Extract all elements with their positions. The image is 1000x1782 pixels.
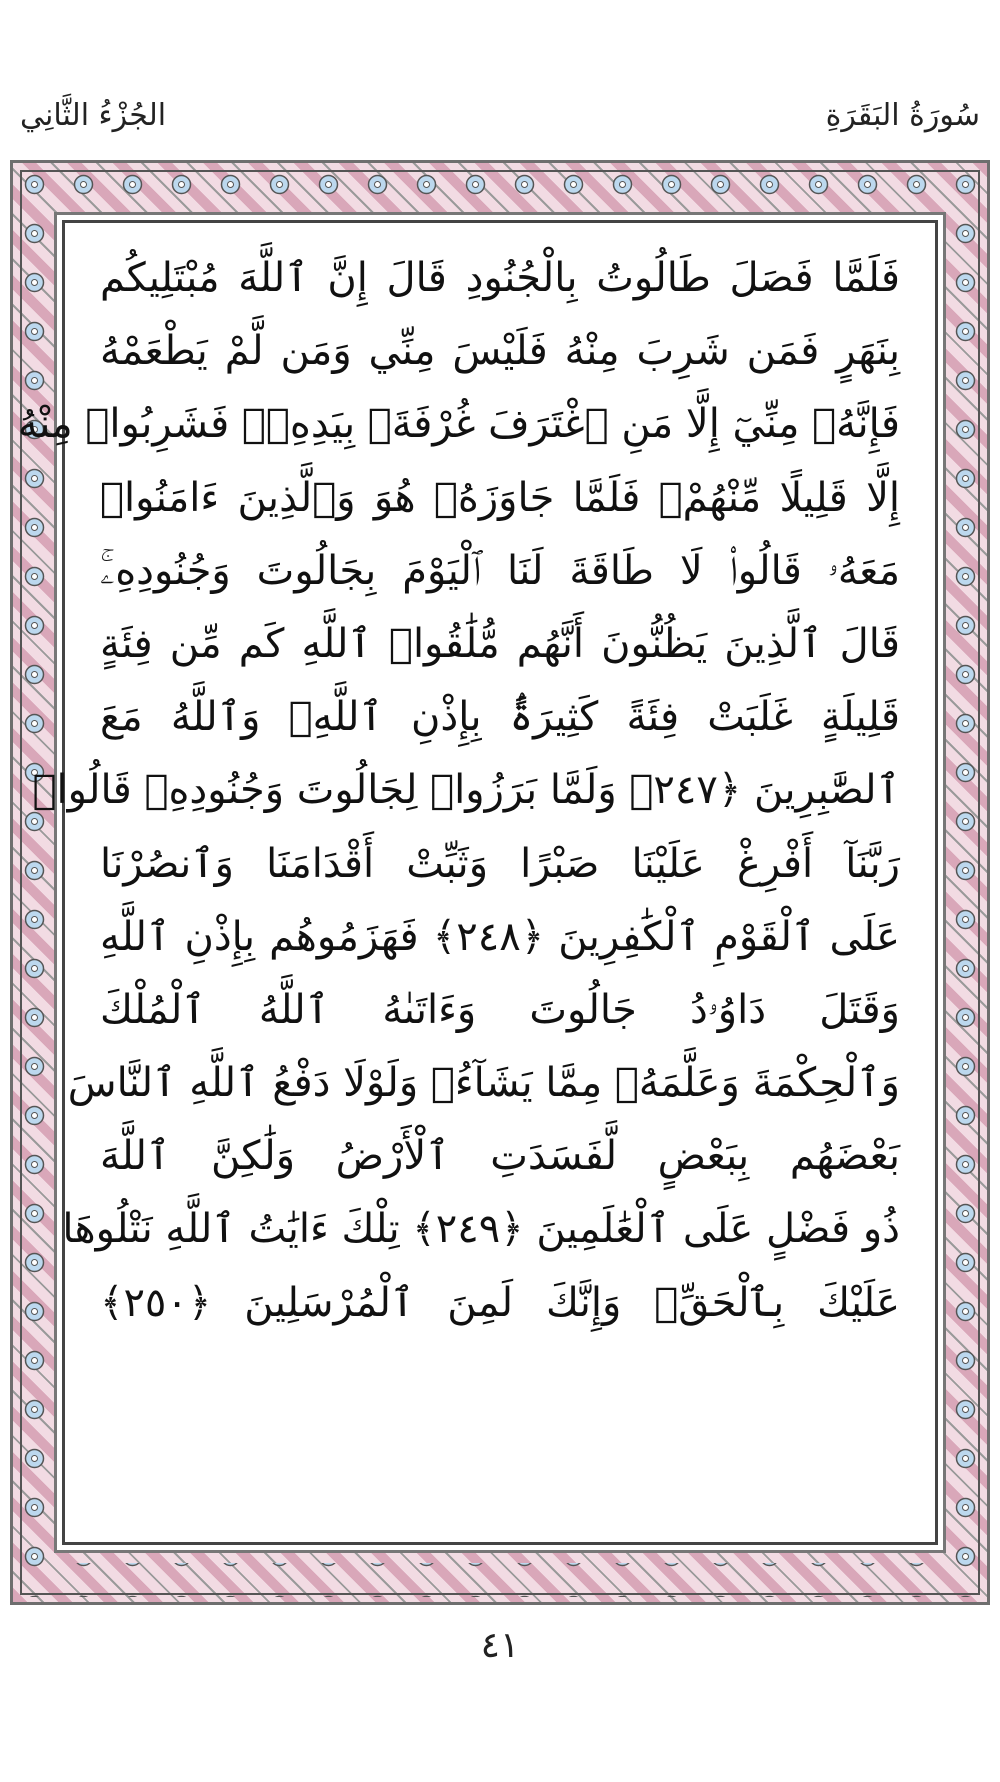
text-line-10: عَلَى ٱلْقَوْمِ ٱلْكَٰفِرِينَ ﴿٢٤٨﴾ فَهَزَمُوهُم بِإِذْنِ ٱللَّهِ: [100, 913, 900, 960]
page-header: [20, 90, 980, 140]
text-line-14: ذُو فَضْلٍ عَلَى ٱلْعَٰلَمِينَ ﴿٢٤٩﴾ تِلْكَ ءَايَٰتُ ٱللَّهِ نَتْلُوهَا: [62, 1206, 900, 1253]
text-line-12: وَٱلْحِكْمَةَ وَعَلَّمَهُۥ مِمَّا يَشَآءُۗ وَلَوْلَا دَفْعُ ٱللَّهِ ٱلنَّاسَ: [67, 1060, 900, 1107]
juz-name: الجُزْءُ الثَّانِي: [20, 97, 167, 133]
text-line-3: فَإِنَّهُۥ مِنِّيٓ إِلَّا مَنِ ٱغْتَرَفَ غُرْفَةَۢ بِيَدِهِۦۚ فَشَرِبُوا۟ مِنْهُ: [17, 401, 900, 448]
text-line-6: قَالَ ٱلَّذِينَ يَظُنُّونَ أَنَّهُم مُّلَٰقُوا۟ ٱللَّهِ كَم مِّن فِئَةٍ: [100, 620, 900, 667]
text-line-11: وَقَتَلَ دَاوُۥدُ جَالُوتَ وَءَاتَىٰهُ ٱللَّهُ ٱلْمُلْكَ: [100, 986, 900, 1033]
page-number: ٤١: [480, 1625, 520, 1666]
text-line-8: ٱلصَّٰبِرِينَ ﴿٢٤٧﴾ وَلَمَّا بَرَزُوا۟ لِجَالُوتَ وَجُنُودِهِۦ قَالُوا۟: [32, 767, 900, 814]
text-line-1: فَلَمَّا فَصَلَ طَالُوتُ بِالْجُنُودِ قَالَ إِنَّ ٱللَّهَ مُبْتَلِيكُم: [100, 255, 900, 301]
quran-text: [17, 242, 900, 1340]
text-line-13: بَعْضَهُم بِبَعْضٍ لَّفَسَدَتِ ٱلْأَرْضُ وَلَٰكِنَّ ٱللَّهَ: [100, 1133, 900, 1180]
surah-name: سُورَةُ البَقَرَةِ: [825, 97, 980, 133]
text-line-2: بِنَهَرٍ فَمَن شَرِبَ مِنْهُ فَلَيْسَ مِنِّي وَمَن لَّمْ يَطْعَمْهُ: [100, 328, 900, 375]
text-line-9: رَبَّنَآ أَفْرِغْ عَلَيْنَا صَبْرًا وَثَبِّتْ أَقْدَامَنَا وَٱنصُرْنَا: [100, 840, 900, 887]
text-line-15: عَلَيْكَ بِٱلْحَقِّۚ وَإِنَّكَ لَمِنَ ٱلْمُرْسَلِينَ ﴿٢٥٠﴾: [100, 1279, 900, 1326]
text-line-4: إِلَّا قَلِيلًا مِّنْهُمْۚ فَلَمَّا جَاوَزَهُۥ هُوَ وَٱلَّذِينَ ءَامَنُوا۟: [100, 474, 900, 521]
text-line-7: قَلِيلَةٍ غَلَبَتْ فِئَةً كَثِيرَةًۢ بِإِذْنِ ٱللَّهِۗ وَٱللَّهُ مَعَ: [100, 694, 900, 741]
text-line-5: مَعَهُۥ قَالُوا۟ لَا طَاقَةَ لَنَا ٱلْيَوْمَ بِجَالُوتَ وَجُنُودِهِۦۚ: [100, 547, 900, 594]
